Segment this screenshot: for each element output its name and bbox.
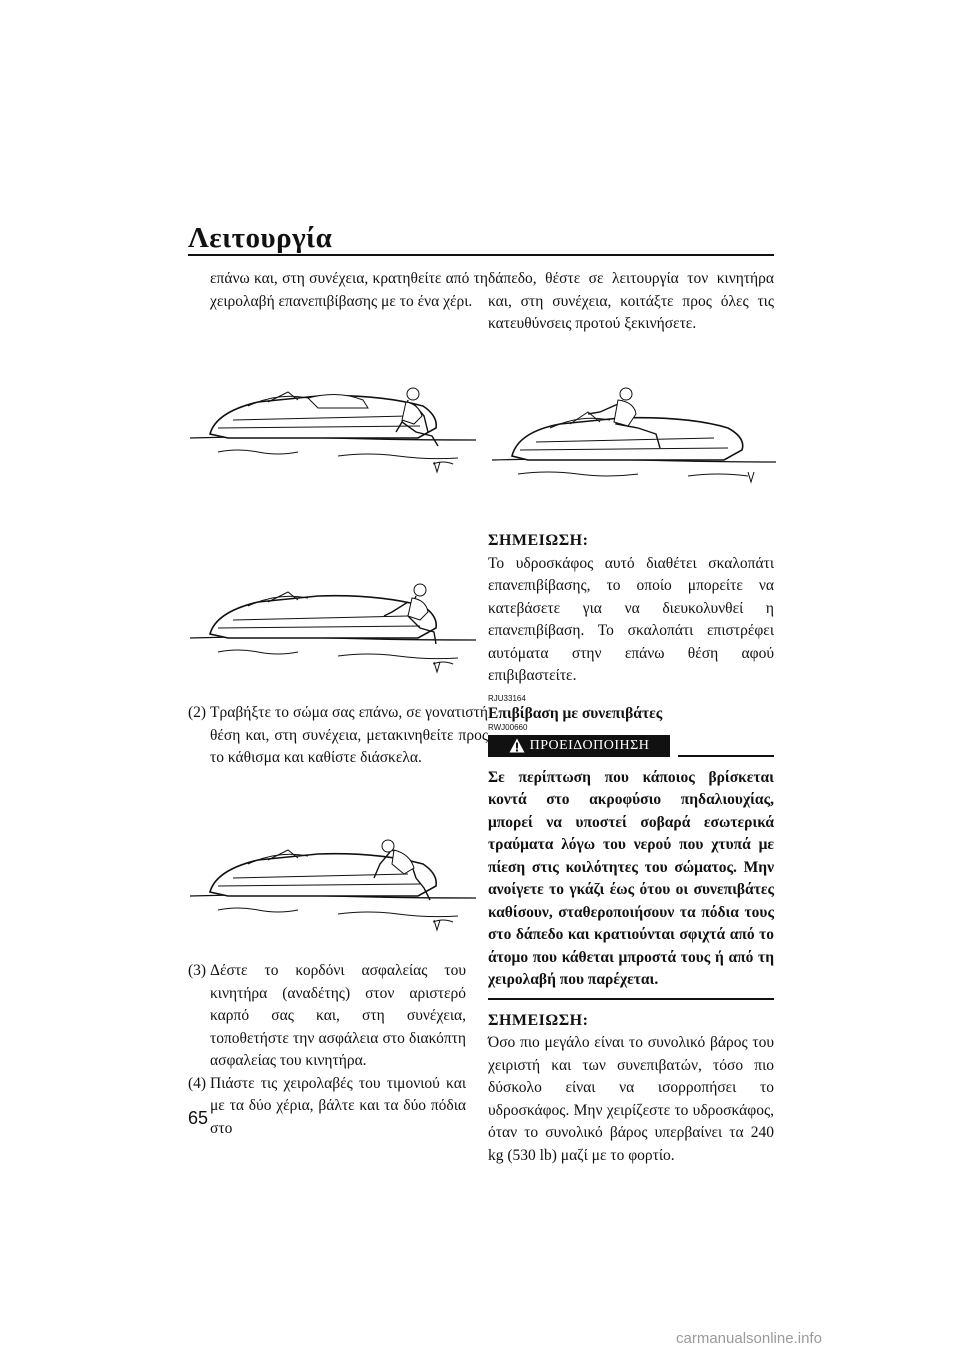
reboarding-illustration-1 [188, 372, 478, 484]
note-1-text: Το υδροσκάφος αυτό διαθέτει σκαλοπάτι επανεπιβίβασης, το οποίο μπορείτε να κατεβάσετε για να διευκολυνθεί η επανεπιβίβαση. Το σκαλοπάτι επιστρέφει αυτόματα στην επάνω θέση αφού επιβιβαστείτε. [488, 554, 774, 684]
step-2 [188, 702, 488, 770]
warning-header [488, 733, 774, 759]
step-4-text: Πιάστε τις χειρολαβές του τιμονιού και με τα δύο χέρια, βάλτε και τα δύο πόδια στο [210, 1074, 466, 1137]
step-4 [188, 1073, 466, 1141]
warning-label: ΠΡΟΕΙΔΟΠΟΙΗΣΗ [529, 737, 650, 753]
warning-code: RWJ00660 [488, 722, 528, 732]
step-3 [188, 960, 466, 1073]
step-2-text: Τραβήξτε το σώμα σας επάνω, σε γονατιστή θέση και, στη συνέχεια, μετακινηθείτε προς το κάθισμα και καθίστε διάσκελα. [210, 704, 488, 766]
site-watermark: carmanualsonline.info [676, 1330, 822, 1347]
section-code: RJU33164 [488, 693, 526, 703]
note-2-title: ΣΗΜΕΙΩΣΗ: [488, 1011, 589, 1029]
step-3-text: Δέστε το κορδόνι ασφαλείας του κινητήρα (αναδέτης) στον αριστερό καρπό σας και, στη συνέχεια, τοποθετήστε την ασφάλεια στο διακόπτη ασφαλείας του κινητήρα. [210, 962, 466, 1069]
warning-badge [488, 735, 670, 757]
left-paragraph-1: επάνω και, στη συνέχεια, κρατηθείτε από τη χειρολαβή επανεπιβίβασης με το ένα χέρι. [210, 270, 488, 310]
page-number: 65 [188, 1108, 209, 1128]
header-rule [188, 254, 774, 256]
reboarding-illustration-2 [188, 572, 478, 684]
right-paragraph-1: δάπεδο, θέστε σε λειτουργία τον κινητήρα και, στη συνέχεια, κοιτάξτε προς όλες τις κατευθύνσεις προτού ξεκινήσετε. [488, 270, 774, 332]
right-column-body [488, 530, 774, 1167]
step-2-number: (2) [188, 704, 207, 721]
warning-triangle-icon [509, 738, 525, 753]
reboarding-illustration-4 [488, 372, 778, 484]
warning-rule [678, 755, 774, 757]
warning-end-rule [488, 998, 774, 1000]
step-4-number: (4) [188, 1074, 207, 1092]
note-1-title: ΣΗΜΕΙΩΣΗ: [488, 532, 589, 549]
page-title: Λειτουργία [188, 222, 333, 254]
steps-3-4 [188, 960, 466, 1140]
warning-text: Σε περίπτωση που κάποιος βρίσκεται κοντά στο ακροφύσιο πηδαλιουχίας, μπορεί να υποστεί σοβαρά εσωτερικά τραύματα λόγω του νερού που χτυπά με πίεση στις κοιλότητες του σώματος. Μην ανοίγετε το γκάζι έως ότου οι συνεπιβάτες καθίσουν, σταθεροποιήσουν τα πόδια τους στο δάπεδο και κρατιούνται σφιχτά από το άτομο που κάθεται μπροστά τους ή από τη χειρολαβή που παρέχεται. [488, 768, 774, 988]
section-title: Επιβίβαση με συνεπιβάτες [488, 704, 663, 722]
note-2-text: Όσο πιο μεγάλο είναι το συνολικό βάρος του χειριστή και των συνεπιβατών, τόσο πιο δύσκολο είναι να ισορροπήσει το υδροσκάφος. Μην χειρίζεστε το υδροσκάφος, όταν το συνολικό βάρος υπερβαίνει τα 240 kg (530 lb) μαζί με το φορτίο. [488, 1034, 774, 1164]
reboarding-illustration-3 [188, 830, 478, 942]
step-3-number: (3) [188, 962, 207, 979]
